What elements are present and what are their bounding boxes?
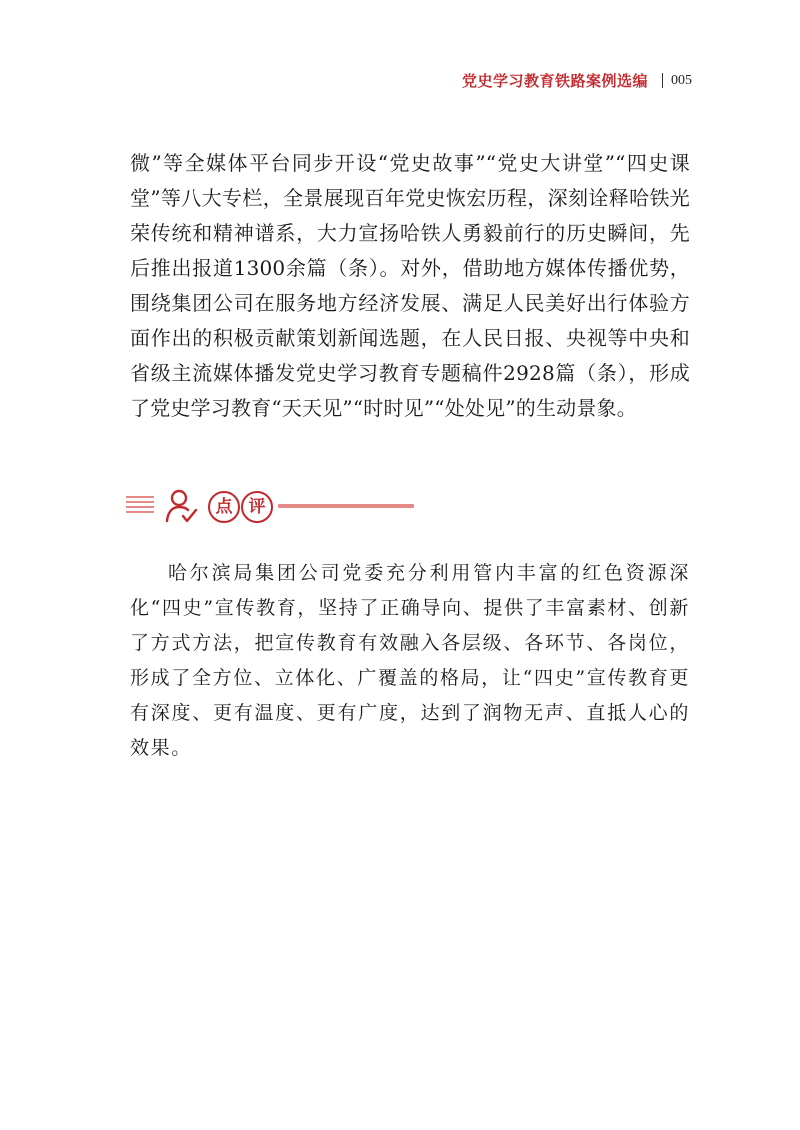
person-check-icon xyxy=(164,488,198,524)
body-paragraph: 微”等全媒体平台同步开设“党史故事”“党史大讲堂”“四史课堂”等八大专栏，全景展现百年党史恢宏历程，深刻诠释哈铁光荣传统和精神谱系，大力宣扬哈铁人勇毅前行的历史瞬间，先后推出报道1300余篇（条）。对外，借助地方媒体传播优势，围绕集团公司在服务地方经济发展、满足人民美好出行体验方面作出的积极贡献策划新闻选题，在人民日报、央视等中央和省级主流媒体播发党史学习教育专题稿件2928篇（条），形成了党史学习教育“天天见”“时时见”“处处见”的生动景象。 xyxy=(130,151,690,420)
comment-paragraph: 哈尔滨局集团公司党委充分利用管内丰富的红色资源深化“四史”宣传教育，坚持了正确导向、提供了丰富素材、创新了方式方法，把宣传教育有效融入各层级、各环节、各岗位，形成了全方位、立体化、广覆盖的格局，让“四史”宣传教育更有深度、更有温度、更有广度，达到了润物无声、直抵人心的效果。 xyxy=(130,562,690,759)
stripes-decoration-icon xyxy=(126,496,154,516)
comment-heading xyxy=(126,486,426,530)
comment-label-char: 点 xyxy=(208,491,240,523)
comment-label-char: 评 xyxy=(241,491,273,523)
running-header xyxy=(462,70,692,91)
header-divider xyxy=(662,73,663,88)
heading-rule xyxy=(278,504,414,508)
page-number: 005 xyxy=(671,72,692,88)
book-title: 党史学习教育铁路案例选编 xyxy=(461,72,648,90)
